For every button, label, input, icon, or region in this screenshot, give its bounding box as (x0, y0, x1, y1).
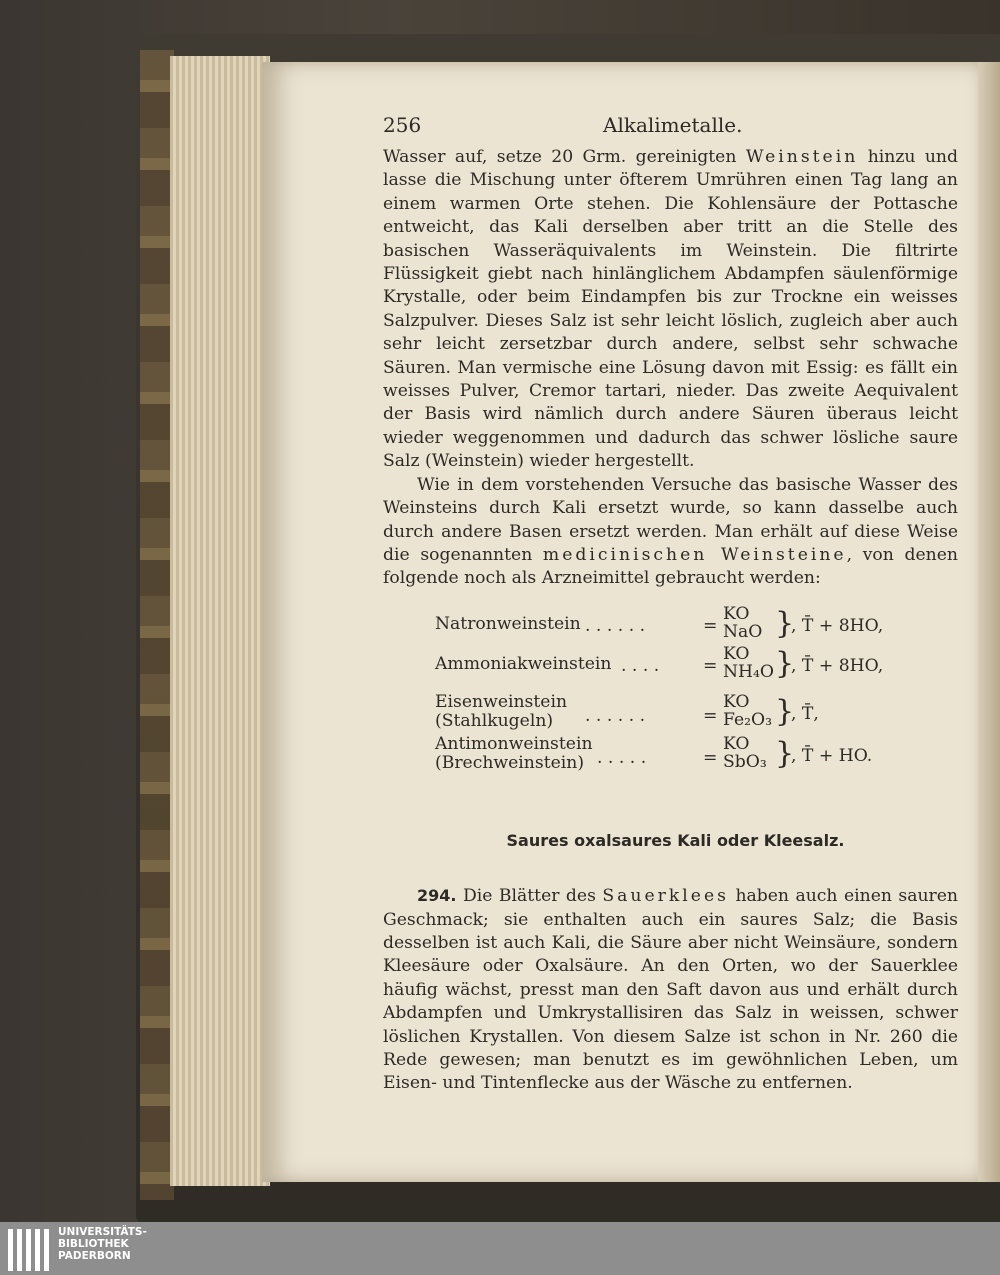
section-heading: Saures oxalsaures Kali oder Kleesalz. (506, 830, 845, 850)
formula-rest: , T̄ + 8HO, (791, 655, 884, 676)
library-footer (0, 1222, 1000, 1275)
formula-top: KO (723, 733, 750, 754)
formula-name: Ammoniakweinstein (435, 653, 612, 674)
formula-dots: . . . . . . (585, 705, 646, 726)
library-logo-text (58, 1226, 147, 1262)
paragraph-294 (383, 884, 958, 1096)
paragraph-2-text-a: Wie in dem vorstehenden Versuche das basische Wasser des Weinsteins durch Kali ersetzt wurde, so kann dasselbe auch durch andere Basen ersetzt werden. Man erhält auf diese Weise die sogenannten (383, 474, 958, 565)
formula-rest: , T̄ + HO. (791, 745, 873, 766)
page-number: 256 (383, 113, 422, 137)
formula-equals: = (703, 747, 718, 768)
formula-name (435, 735, 593, 773)
library-logo-icon (8, 1229, 53, 1271)
formula-brace: } (775, 693, 795, 729)
running-title: Alkalimetalle. (603, 113, 743, 137)
paragraph-1-text-b: hinzu und lasse die Mischung unter öfterem Umrühren einen Tag lang an einem warmen Orte stehen. Die Kohlensäure der Pottasche entweicht, das Kali derselben aber tritt an die Stelle des basischen Wasseräquivalents im Weinstein. Die filtrirte Flüssigkeit giebt nach hinlänglichem Abdampfen säulenförmige Krystalle, oder beim Eindampfen bis zur Trockne ein weisses Salzpulver. Dieses Salz ist sehr leicht löslich, zugleich aber auch sehr leicht zersetzbar durch andere, selbst sehr schwache Säuren. Man vermische eine Lösung davon mit Essig: es fällt ein weisses Pulver, Cremor tartari, nieder. Das zweite Aequivalent der Basis wird nämlich durch andere Säuren überaus leicht wieder weggenommen und dadurch das schwer lösliche saure Salz (Weinstein) wieder hergestellt. (383, 147, 958, 472)
formula-name-line1: Antimonweinstein (435, 733, 593, 754)
formula-stack (723, 645, 774, 681)
formula-top: KO (723, 643, 750, 664)
paragraph-294-spaced: Sauerklees (602, 886, 729, 907)
paragraph-2-text-b: , von denen folgende noch als Arzneimittel gebraucht werden: (383, 544, 958, 589)
book-spine (140, 50, 174, 1200)
formula-stack (723, 735, 767, 771)
formula-equals: = (703, 655, 718, 676)
formula-name: Natronweinstein (435, 613, 581, 634)
paragraph-294-text-a: Die Blätter des (456, 886, 603, 907)
paragraph-1 (383, 146, 958, 474)
formula-name-line2: (Brechweinstein) (435, 752, 585, 773)
formula-brace: } (775, 605, 795, 641)
formula-dots: . . . . . . (585, 615, 646, 636)
formula-equals: = (703, 615, 718, 636)
paragraph-1-spaced: Weinstein (745, 147, 859, 167)
logo-line-3: PADERBORN (58, 1250, 131, 1262)
paragraph-2-spaced: medicinischen Weinsteine (542, 544, 847, 565)
paragraph-number: 294. (417, 886, 457, 906)
formula-bottom: NaO (723, 621, 763, 642)
running-head (383, 112, 958, 146)
paragraph-2 (383, 474, 958, 591)
formula-top: KO (723, 603, 750, 624)
formula-bottom: Fe₂O₃ (723, 709, 773, 730)
formula-rest: , T̄ + 8HO, (791, 615, 884, 636)
formula-name (435, 693, 567, 731)
paragraph-294-text-b: haben auch einen sauren Geschmack; sie enthalten auch ein saures Salz; die Basis desselben ist auch Kali, die Säure aber nicht Weinsäure, sondern Kleesäure oder Oxalsäure. An den Orten, wo der Sauerklee häufig wächst, presst man den Saft davon aus und erhält durch Abdampfen und Umkrystallisiren das Salz in weissen, schwer löslichen Krystallen. Von diesem Salze ist schon in Nr. 260 die Rede gewesen; man benutzt es im gewöhnlichen Leben, um Eisen- und Tintenflecke aus der Wäsche zu entfernen. (383, 886, 959, 1094)
logo-line-1: UNIVERSITÄTS- (58, 1226, 147, 1238)
formula-name-line2: (Stahlkugeln) (435, 710, 554, 731)
formula-equals: = (703, 705, 718, 726)
formula-bottom: NH₄O (723, 661, 775, 682)
formula-dots: . . . . (621, 655, 660, 676)
page-content (383, 112, 958, 1096)
formula-stack (723, 605, 762, 641)
logo-line-2: BIBLIOTHEK (58, 1238, 129, 1250)
formula-brace: } (775, 645, 795, 681)
formula-top: KO (723, 691, 750, 712)
formula-name-line1: Eisenweinstein (435, 691, 568, 712)
formula-brace: } (775, 735, 795, 771)
page-edge (978, 62, 1000, 1182)
paragraph-1-text-a: Wasser auf, setze 20 Grm. gereinigten (383, 147, 746, 167)
formula-dots: . . . . . (597, 747, 647, 768)
page-stack (170, 56, 270, 1186)
formula-stack (723, 693, 772, 729)
formula-list (435, 605, 958, 785)
formula-rest: , T̄, (791, 703, 819, 724)
formula-bottom: SbO₃ (723, 751, 767, 772)
